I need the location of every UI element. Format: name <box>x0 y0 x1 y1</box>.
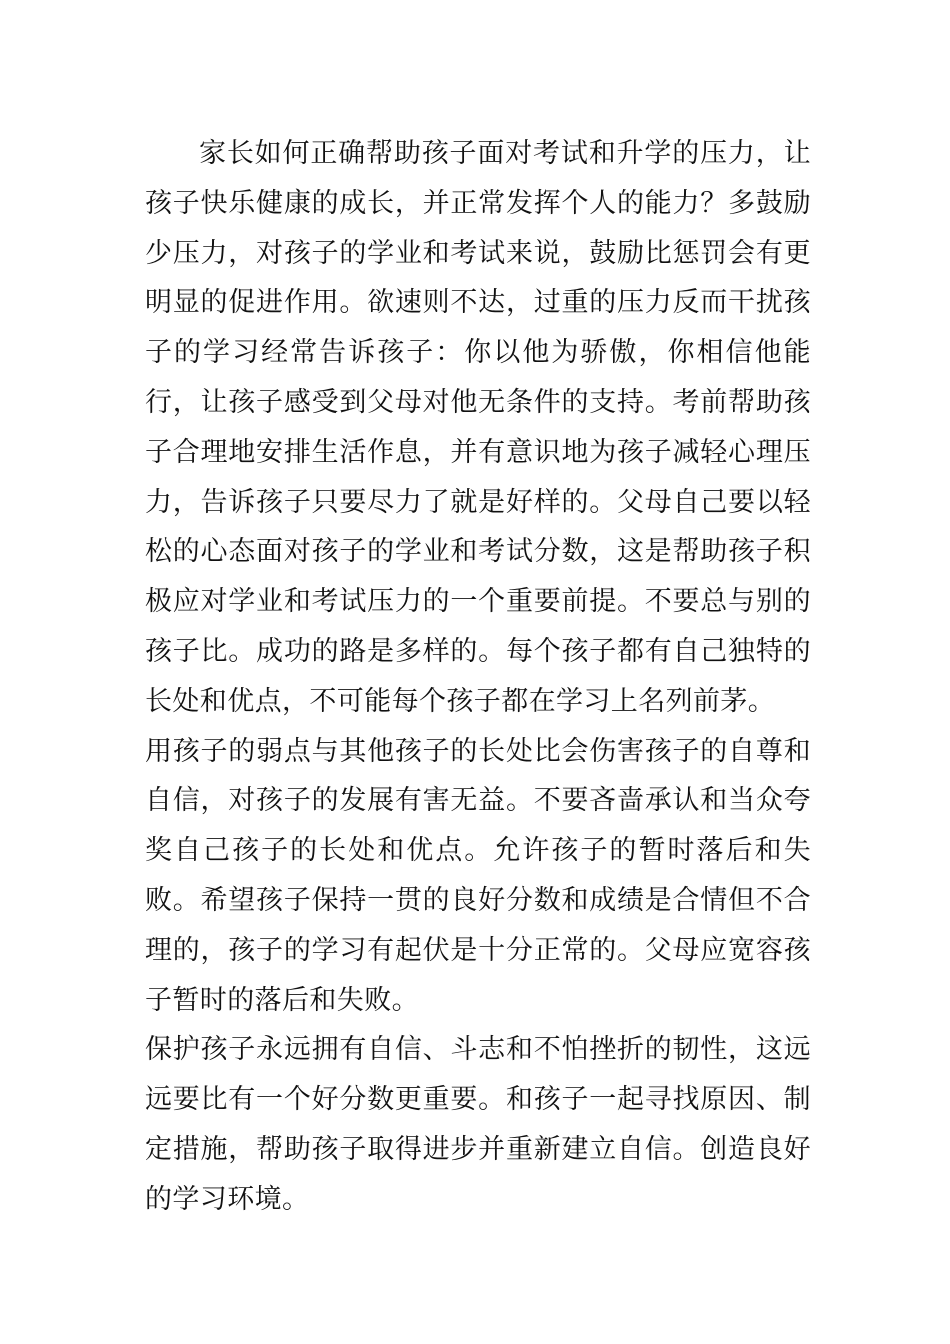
paragraph-exam-pressure: 家长如何正确帮助孩子面对考试和升学的压力，让孩子快乐健康的成长，并正常发挥个人的能力？多鼓励少压力，对孩子的学业和考试来说，鼓励比惩罚会有更明显的促进作用。欲速则不达，过重的压力反而干扰孩子的学习经常告诉孩子：你以他为骄傲，你相信他能行，让孩子感受到父母对他无条件的支持。考前帮助孩子合理地安排生活作息，并有意识地为孩子减轻心理压力，告诉孩子只要尽力了就是好样的。父母自己要以轻松的心态面对孩子的学业和考试分数，这是帮助孩子积极应对学业和考试压力的一个重要前提。不要总与别的孩子比。成功的路是多样的。每个孩子都有自己独特的长处和优点，不可能每个孩子都在学习上名列前茅。 <box>145 138 811 717</box>
paragraph-confidence: 保护孩子永远拥有自信、斗志和不怕挫折的韧性，这远远要比有一个好分数更重要。和孩子一起寻找原因、制定措施，帮助孩子取得进步并重新建立自信。创造良好的学习环境。 <box>145 1034 811 1215</box>
document-body <box>145 129 811 1225</box>
paragraph-comparison: 用孩子的弱点与其他孩子的长处比会伤害孩子的自尊和自信，对孩子的发展有害无益。不要吝啬承认和当众夸奖自己孩子的长处和优点。允许孩子的暂时落后和失败。希望孩子保持一贯的良好分数和成绩是合情但不合理的，孩子的学习有起伏是十分正常的。父母应宽容孩子暂时的落后和失败。 <box>145 735 811 1016</box>
